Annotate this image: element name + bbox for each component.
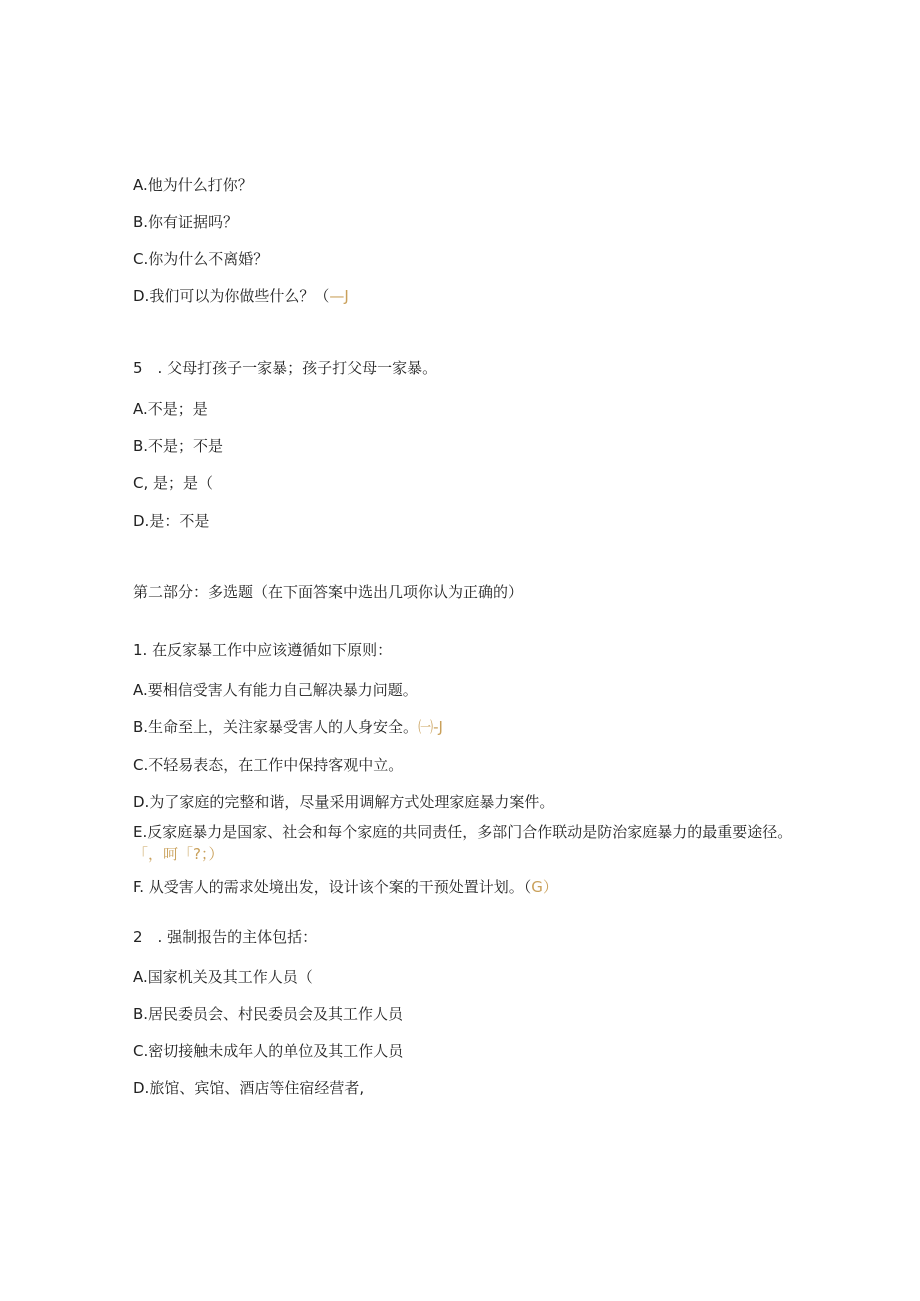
q4-option-d: D.我们可以为你做些什么？（—J <box>133 287 349 305</box>
mq2-option-c: C.密切接触未成年人的单位及其工作人员 <box>133 1042 404 1060</box>
mq2-option-b: B.居民委员会、村民委员会及其工作人员 <box>133 1005 404 1023</box>
q4-option-b: B.你有证据吗？ <box>133 213 239 231</box>
q4-option-a: A.他为什么打你？ <box>133 176 253 194</box>
mq1-option-b: B.生命至上，关注家暴受害人的人身安全。㈠-J <box>133 718 443 736</box>
mq1-option-a: A.要相信受害人有能力自己解决暴力问题。 <box>133 681 418 699</box>
mq2-option-d: D.旅馆、宾馆、酒店等住宿经营者, <box>133 1079 365 1097</box>
mq2-question: 2 . 强制报告的主体包括： <box>133 928 318 946</box>
answer-mark: —J <box>329 287 349 305</box>
q5-question: 5 . 父母打孩子一家暴；孩子打父母一家暴。 <box>133 359 438 377</box>
q4-option-c: C.你为什么不离婚？ <box>133 250 269 268</box>
answer-mark: ㈠-J <box>418 718 443 736</box>
mq1-option-c: C.不轻易表态，在工作中保持客观中立。 <box>133 756 404 774</box>
mq2-option-a: A.国家机关及其工作人员（ <box>133 968 313 986</box>
q5-option-d: D.是：不是 <box>133 512 210 530</box>
section-title: 第二部分：多选题（在下面答案中选出几项你认为正确的） <box>133 583 524 601</box>
q5-option-b: B.不是；不是 <box>133 437 224 455</box>
mq1-question: 1. 在反家暴工作中应该遵循如下原则： <box>133 641 393 659</box>
q5-option-c: C, 是；是（ <box>133 474 214 492</box>
answer-mark: 「，呵「?；） <box>133 845 224 863</box>
mq1-option-e: E.反家庭暴力是国家、社会和每个家庭的共同责任，多部门合作联动是防治家庭暴力的最重要途径。「，呵「?；） <box>133 823 793 863</box>
q5-option-a: A.不是；是 <box>133 400 208 418</box>
answer-mark: G） <box>531 878 558 896</box>
mq1-option-d: D.为了家庭的完整和谐，尽量采用调解方式处理家庭暴力案件。 <box>133 793 555 811</box>
mq1-option-f: F. 从受害人的需求处境出发，设计该个案的干预处置计划。（G） <box>133 878 558 896</box>
